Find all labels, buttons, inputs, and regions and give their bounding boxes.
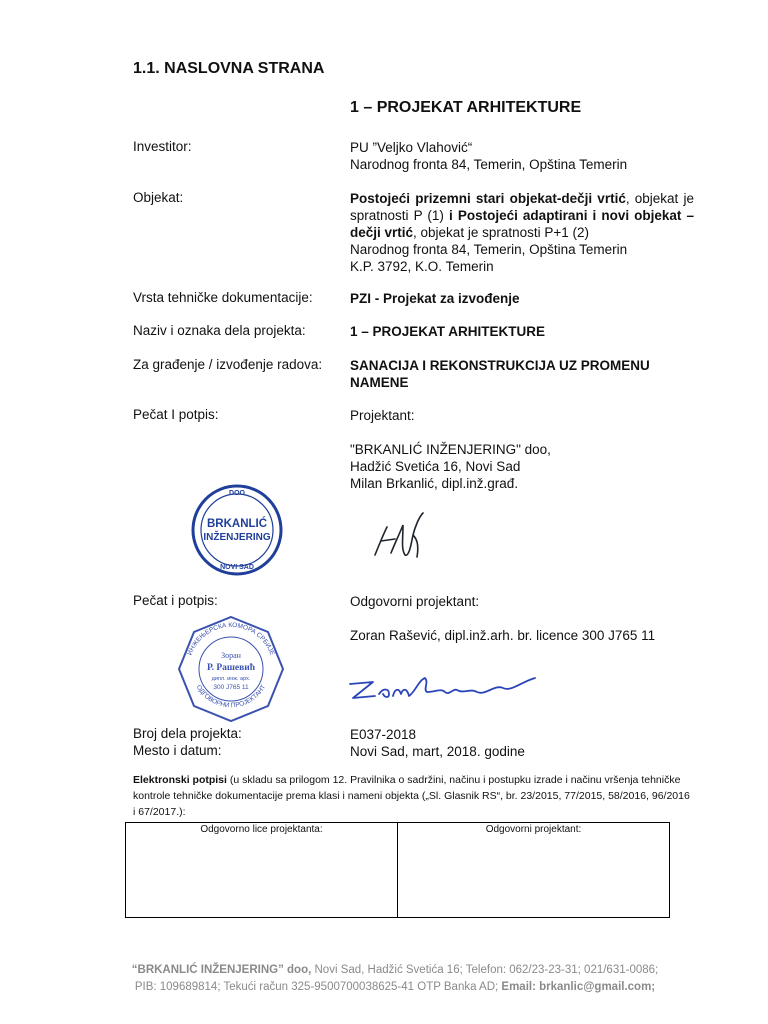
vrsta-value: PZI - Projekat za izvođenje: [350, 291, 520, 306]
broj-value: E037-2018: [350, 727, 417, 742]
projektant-label: Projektant:: [350, 408, 415, 423]
objekat-address: Narodnog fronta 84, Temerin, Opština Temerin: [350, 242, 628, 257]
investitor-name: PU ”Veljko Vlahović“: [350, 140, 473, 155]
company-stamp: [190, 483, 284, 577]
stamp1-line1: BRKANLIĆ: [206, 518, 268, 530]
gradjenje-value: SANACIJA I REKONSTRUKCIJA UZ PROMENU NAMENE: [350, 358, 650, 390]
page-footer: [100, 962, 690, 996]
pecat2-label: Pečat i potpis:: [133, 593, 218, 608]
investitor-label: Investitor:: [133, 139, 192, 154]
broj-label: Broj dela projekta:: [133, 726, 242, 741]
stamp2-ring-top: ИНЖЕЊЕРСКА КОМОРА СРБИЈЕ: [186, 621, 276, 657]
stamp1-top-text: DOO: [229, 490, 245, 497]
odgovorni-projektant-label: Odgovorni projektant:: [350, 594, 480, 609]
footer-email: Email: brkanlic@gmail.com;: [501, 981, 656, 993]
objekat-parcel: K.P. 3792, K.O. Temerin: [350, 259, 494, 274]
naziv-value: 1 – PROJEKAT ARHITEKTURE: [350, 324, 546, 339]
signature-table: [125, 822, 670, 918]
stamp1-bottom-text: NOVI SAD: [220, 564, 254, 571]
projektant-signature: [365, 505, 435, 565]
electronic-signatures-note: Elektronski potpisi (u skladu sa prilogom 12. Pravilnika o sadržini, načinu i postupku izrade i načinu vršenja tehničke kontrole tehničke dokumentacije prema klasi i nameni objekta („Sl. Glasnik RS“, br. 23/2015, 77/2015, 58/2016, 96/2016 i 67/2017.):: [133, 774, 690, 818]
stamp2-license: 300 J765 11: [213, 684, 249, 691]
stamp2-name1: Зоран: [221, 651, 241, 660]
pecat1-label: Pečat I potpis:: [133, 407, 219, 422]
signature-cell-responsible-designer: Odgovorni projektant:: [398, 823, 670, 918]
stamp2-title: дипл. инж. арх.: [211, 676, 251, 682]
objekat-description: Postojeći prizemni stari objekat-dečji vrtić, objekat je spratnosti P (1) i Postojeći adaptirani i novi objekat – dečji vrtić, objekat je spratnosti P+1 (2): [350, 191, 695, 240]
section-title: 1.1. NASLOVNA STRANA: [133, 60, 325, 77]
footer-line1: “BRKANLIĆ INŽENJERING” doo, Novi Sad, Hadžić Svetića 16; Telefon: 062/23-23-31; 021/631-0086;: [131, 964, 659, 976]
stamp2-name2: Р. Рашевић: [206, 663, 256, 673]
naziv-label: Naziv i oznaka dela projekta:: [133, 323, 306, 338]
footer-line2: PIB: 109689814; Tekući račun 325-9500700038625-41 OTP Banka AD; Email: brkanlic@gmail.com;: [134, 981, 656, 993]
stamp1-line2: INŽENJERING: [203, 532, 271, 543]
investitor-address: Narodnog fronta 84, Temerin, Opština Temerin: [350, 157, 628, 172]
odgovorni-projektant-signature: [345, 670, 545, 706]
projektant-person: Milan Brkanlić, dipl.inž.građ.: [350, 476, 519, 491]
objekat-value: [350, 190, 694, 275]
odgovorni-projektant-person: Zoran Rašević, dipl.inž.arh. br. licence 300 J765 11: [350, 628, 656, 643]
mesto-label: Mesto i datum:: [133, 743, 222, 758]
gradjenje-label: Za građenje / izvođenje radova:: [133, 357, 323, 372]
investitor-value: [350, 139, 694, 173]
vrsta-label: Vrsta tehničke dokumentacije:: [133, 290, 313, 305]
signature-cell-responsible-person: Odgovorno lice projektanta:: [126, 823, 398, 918]
projektant-company: "BRKANLIĆ INŽENJERING" doo,: [350, 442, 551, 457]
project-title: 1 – PROJEKAT ARHITEKTURE: [350, 99, 582, 116]
objekat-label: Objekat:: [133, 190, 184, 205]
mesto-value: Novi Sad, mart, 2018. godine: [350, 744, 525, 759]
license-stamp: [176, 614, 286, 724]
stamp2-ring-bottom: ОДГОВОРНИ ПРОЈЕКТАНТ: [194, 683, 268, 710]
projektant-address: Hadžić Svetića 16, Novi Sad: [350, 459, 521, 474]
projektant-block: [350, 441, 694, 492]
